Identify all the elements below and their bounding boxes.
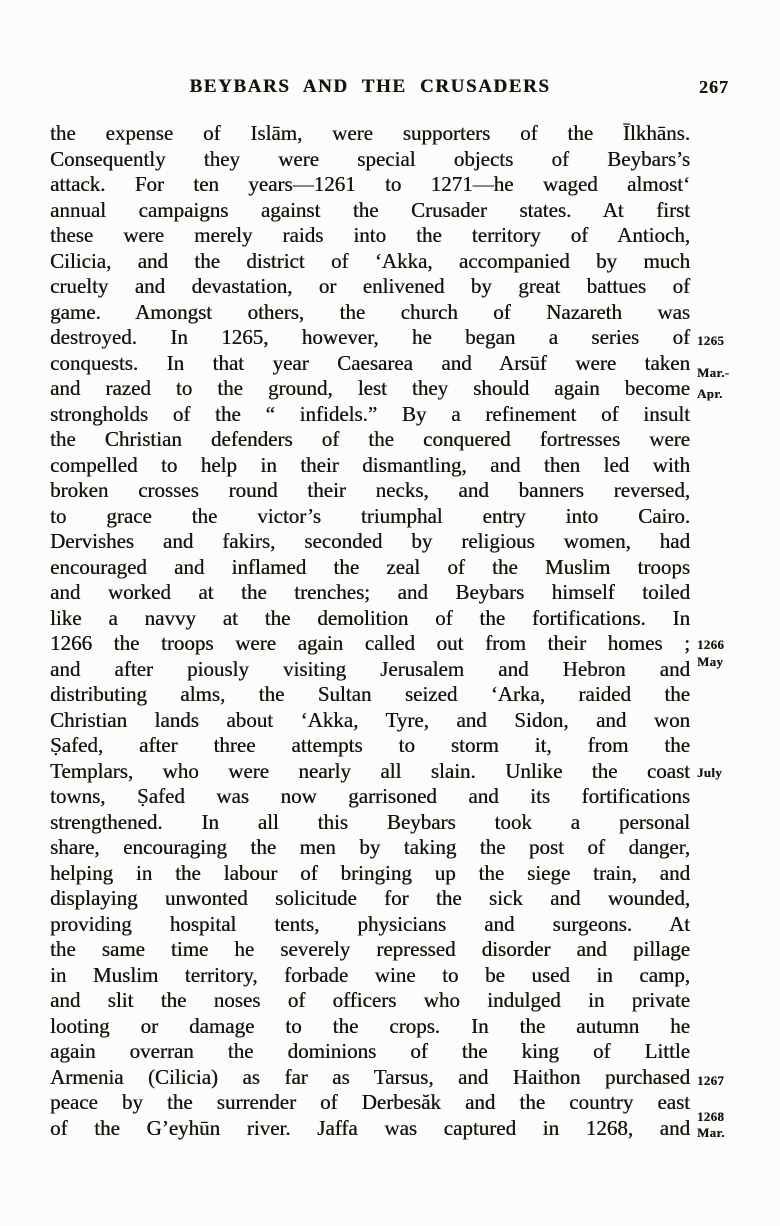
text-line: cruelty and devastation, or enlivened by great battues of <box>50 274 690 298</box>
text-line: providing hospital tents, physicians and surgeons. At <box>50 911 690 936</box>
margin-note-mar: Mar. <box>697 1125 725 1140</box>
text-line: the Christian defenders of the conquered fortresses were <box>50 427 690 451</box>
text-line: strongholds of the “ infidels.” By a refinement of insult <box>50 401 690 426</box>
text-line: distributing alms, the Sultan seized ‘Arka, raided the <box>50 682 690 706</box>
text-line: in Muslim territory, forbade wine to be used in camp, <box>50 962 690 987</box>
text-line: helping in the labour of bringing up the siege train, and <box>50 860 690 885</box>
text-line: Templars, who were nearly all slain. Unlike the coast <box>50 758 690 783</box>
text-line: to grace the victor’s triumphal entry into Cairo. <box>50 503 690 528</box>
body-text <box>50 121 690 1141</box>
text-line: looting or damage to the crops. In the autumn he <box>50 1013 690 1038</box>
text-line: destroyed. In 1265, however, he began a series of <box>50 325 690 349</box>
text-line: Christian lands about ‘Akka, Tyre, and Sidon, and won <box>50 707 690 732</box>
text-line: Ṣafed, after three attempts to storm it, from the <box>50 733 690 757</box>
text-line: Consequently they were special objects of Beybars’s <box>50 146 690 171</box>
text-line: and slit the noses of officers who indulged in private <box>50 988 690 1012</box>
text-line: strengthened. In all this Beybars took a personal <box>50 809 690 834</box>
text-line: the expense of Islām, were supporters of the Īlkhāns. <box>50 121 690 145</box>
text-line: and razed to the ground, lest they should again become <box>50 376 690 400</box>
text-line: Dervishes and fakirs, seconded by religious women, had <box>50 529 690 553</box>
text-line: these were merely raids into the territory of Antioch, <box>50 223 690 247</box>
text-line: peace by the surrender of Derbesăk and the country east <box>50 1090 690 1114</box>
text-line: and after piously visiting Jerusalem and Hebron and <box>50 656 690 681</box>
text-line: again overran the dominions of the king of Little <box>50 1039 690 1063</box>
margin-note-1266: 1266 <box>697 637 725 652</box>
text-line: Cilicia, and the district of ‘Akka, accompanied by much <box>50 248 690 273</box>
page-title: BEYBARS AND THE CRUSADERS <box>189 76 551 97</box>
page-number: 267 <box>699 77 729 97</box>
text-line: annual campaigns against the Crusader states. At first <box>50 197 690 222</box>
text-line: encouraged and inflamed the zeal of the Muslim troops <box>50 554 690 579</box>
text-line: Armenia (Cilicia) as far as Tarsus, and Haithon purchased <box>50 1064 690 1089</box>
text-line: of the G’eyhūn river. Jaffa was captured in 1268, and <box>50 1115 690 1140</box>
text-line: broken crosses round their necks, and banners reversed, <box>50 478 690 502</box>
margin-note-mar-range: Mar.- <box>697 365 730 380</box>
text-line: towns, Ṣafed was now garrisoned and its fortifications <box>50 784 690 808</box>
margin-note-may: May <box>697 654 724 669</box>
text-line: 1266 the troops were again called out from their homes ; <box>50 631 690 655</box>
text-line: share, encouraging the men by taking the post of danger, <box>50 835 690 859</box>
margin-note-1265: 1265 <box>697 333 725 348</box>
text-line: game. Amongst others, the church of Nazareth was <box>50 299 690 324</box>
text-line: conquests. In that year Caesarea and Arsūf were taken <box>50 350 690 375</box>
text-line: and worked at the trenches; and Beybars himself toiled <box>50 580 690 604</box>
margin-note-july: July <box>697 765 723 780</box>
margin-note-1267: 1267 <box>697 1073 725 1088</box>
text-line: attack. For ten years—1261 to 1271—he waged almost‘ <box>50 172 690 196</box>
text-line: compelled to help in their dismantling, and then led with <box>50 452 690 477</box>
text-line: the same time he severely repressed disorder and pillage <box>50 937 690 961</box>
margin-note-apr: Apr. <box>697 386 723 401</box>
text-line: displaying unwonted solicitude for the sick and wounded, <box>50 886 690 910</box>
text-line: like a navvy at the demolition of the fortifications. In <box>50 605 690 630</box>
margin-note-1268: 1268 <box>697 1109 725 1124</box>
